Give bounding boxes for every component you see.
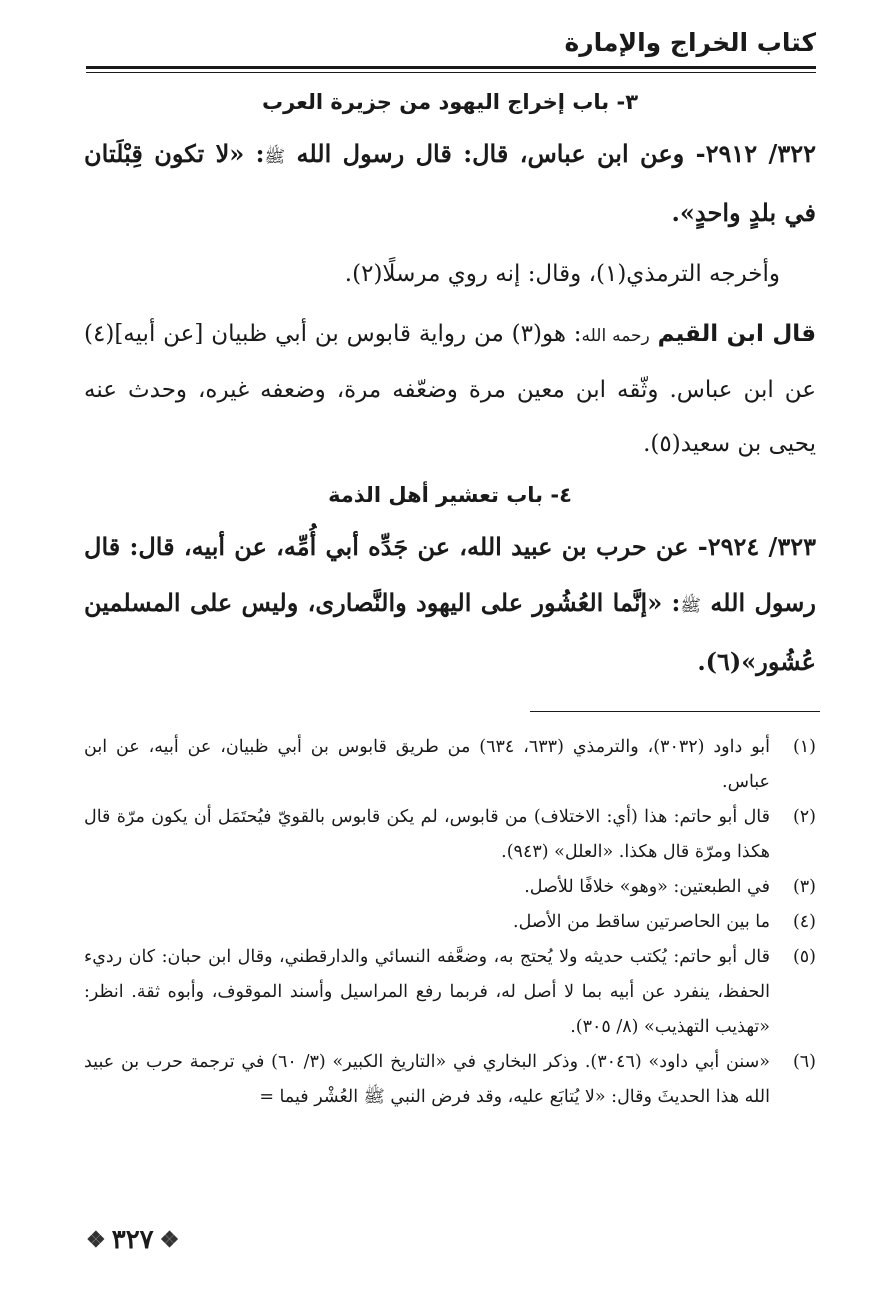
footnote-number: (٤) (792, 912, 816, 932)
footnotes (84, 730, 816, 1115)
header-rule (86, 66, 816, 69)
hadith-text (84, 126, 816, 241)
pbuh-honorific: ﷺ (680, 596, 701, 616)
hadith-text-before: ٣٢٣/ ٢٩٢٤- عن حرب بن عبيد الله، عن جَدِّه أبي أُمِّه، عن أبيه، قال: قال رسول الله (84, 532, 816, 617)
footnote (84, 730, 816, 800)
hadith-text-before: ٣٢٢/ ٢٩١٢- وعن ابن عباس، قال: قال رسول الله (285, 139, 816, 168)
rahimahullah-honorific: رحمه الله (581, 326, 650, 346)
footnote-number: (١) (792, 737, 816, 757)
footnote (84, 1045, 816, 1115)
main-text (84, 84, 816, 696)
commentary-text: : هو(٣) من رواية قابوس بن أبي ظبيان [عن أبيه](٤) عن ابن عباس. وثّقه ابن معين مرة وضعّفه مرة، وضعفه غيره، وحدث عنه يحيى بن سعيد(٥). (84, 321, 816, 457)
footnote (84, 905, 816, 940)
footnote-number: (٢) (792, 807, 816, 827)
footnote (84, 940, 816, 1045)
footnote-text: قال أبو حاتم: هذا (أي: الاختلاف) من قابوس، لم يكن قابوس بالقويّ فيُحتَمَل أن يكون مرّة قال هكذا ومرّة قال هكذا. «العلل» (٩٤٣). (84, 807, 770, 862)
footnote-text: في الطبعتين: «وهو» خلافًا للأصل. (524, 877, 770, 897)
footnote-text: أبو داود (٣٠٣٢)، والترمذي (٦٣٣، ٦٣٤) من طريق قابوس بن أبي ظبيان، عن أبيه، عن ابن عباس. (84, 737, 770, 792)
page-number-block (86, 1225, 179, 1255)
footnote-number: (٥) (792, 947, 816, 967)
hadith-text (84, 519, 816, 690)
footnote (84, 870, 816, 905)
commentary-paragraph (84, 307, 816, 471)
header-rule-thin (86, 72, 816, 73)
chapter-heading: ٣- باب إخراج اليهود من جزيرة العرب (261, 90, 639, 114)
pbuh-honorific: ﷺ (264, 147, 286, 167)
scholar-label: قال ابن القيم (657, 321, 817, 347)
hadith-text-after: : «لا تكون قِبْلَتان في بلدٍ واحدٍ». (84, 139, 816, 227)
chapter-heading: ٤- باب تعشير أهل الذمة (328, 483, 572, 507)
hadith-text-after: : «إنَّما العُشُور على اليهود والنَّصارى، وليس على المسلمين عُشُور»(٦). (84, 588, 816, 676)
footnote-separator (530, 711, 820, 712)
ornament-icon: ❖ (159, 1227, 180, 1253)
footnote-text: ما بين الحاصرتين ساقط من الأصل. (513, 912, 770, 932)
footnote (84, 800, 816, 870)
page-number: ٣٢٧ (111, 1225, 154, 1255)
footnote-number: (٦) (792, 1052, 816, 1072)
running-header: كتاب الخراج والإمارة (564, 28, 816, 57)
commentary-paragraph: وأخرجه الترمذي(١)، وقال: إنه روي مرسلًا(٢). (344, 261, 780, 287)
footnote-number: (٣) (792, 877, 816, 897)
ornament-icon: ❖ (86, 1227, 106, 1253)
footnote-text: قال أبو حاتم: يُكتب حديثه ولا يُحتج به، وضعَّفه النسائي والدارقطني، وقال ابن حبان: كان رديء الحفظ، ينفرد عن أبيه بما لا أصل له، فربما رفع المراسيل وأسند الموقوف، وأبوه ثقة. انظر: «تهذيب التهذيب» (٨/ ٣٠٥). (84, 947, 770, 1037)
footnote-text: «سنن أبي داود» (٣٠٤٦). وذكر البخاري في «التاريخ الكبير» (٣/ ٦٠) في ترجمة حرب بن عبيد الله هذا الحديثَ وقال: «لا يُتابَع عليه، وقد فرض النبي ﷺ العُشْر فيما = (84, 1052, 770, 1107)
